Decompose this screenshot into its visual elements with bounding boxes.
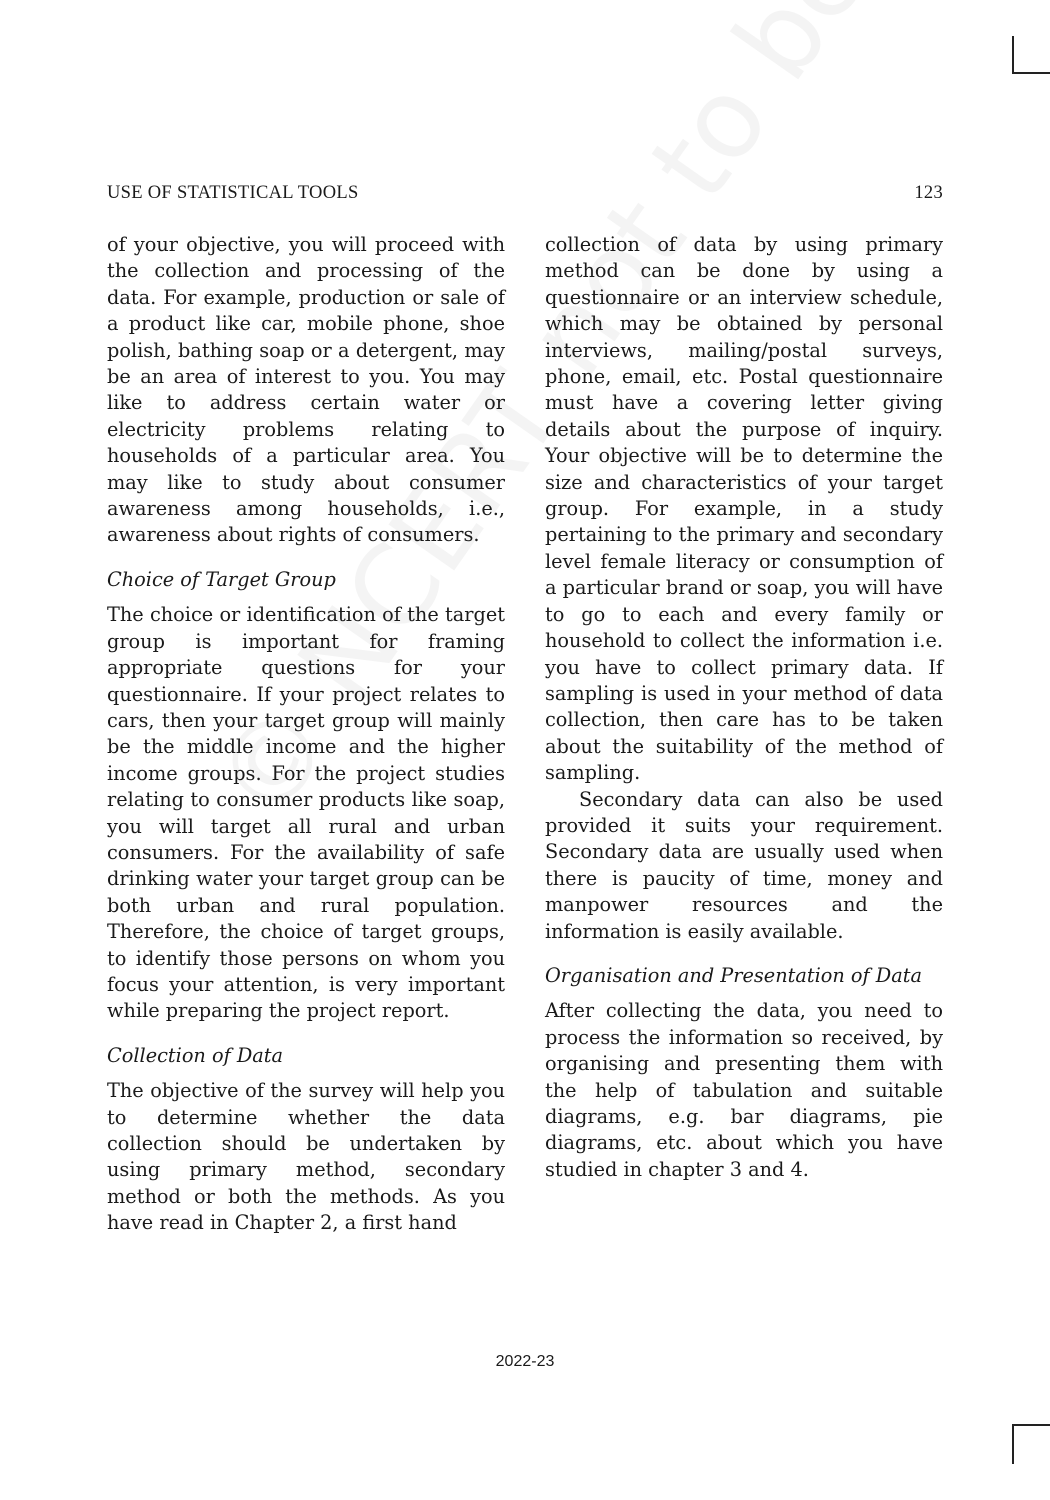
header-title: USE OF STATISTICAL TOOLS <box>107 183 359 203</box>
paragraph-organisation: After collecting the data, you need to process the information so received, by organising and presenting them with the help of tabulation and suitable diagrams, e.g. bar diagrams, pie diagrams, etc. about which you have studied in chapter 3 and 4. <box>545 999 943 1181</box>
paragraph-primary-collection: collection of data by using primary method can be done by using a questionnaire or an interview schedule, which may be obtained by personal interviews, mailing/postal surveys, phone, email, etc. Postal questionnaire must have a covering letter giving details about the purpose of inquiry. Your objective will be to determine the size and characteristics of your target group. For example, in a study pertaining to the primary and secondary level female literacy or consumption of a particular brand or soap, you will have to go to each and every family or household to collect the information i.e. you have to collect primary data. If sampling is used in your method of data collection, then care has to be taken about the suitability of the method of sampling. <box>545 233 943 785</box>
footer-year: 2022-23 <box>495 1353 555 1370</box>
right-column <box>545 232 943 1183</box>
crop-mark-top-vertical <box>1012 36 1014 74</box>
paragraph-objective: of your objective, you will proceed with the collection and processing of the data. For example, production or sale of a product like car, mobile phone, shoe polish, bathing soap or a detergent, may be an area of interest to you. You may like to address certain water or electricity problems relating to households of a particular area. You may like to study about consumer awareness among households, i.e., awareness about rights of consumers. <box>107 233 505 547</box>
heading-organisation-and-presentation: Organisation and Presentation of Data <box>545 963 923 987</box>
page-number: 123 <box>914 183 943 203</box>
heading-choice-of-target-group: Choice of Target Group <box>107 567 336 591</box>
heading-collection-of-data: Collection of Data <box>107 1043 284 1067</box>
paragraph-target-group: The choice or identification of the target group is important for framing appropriate questions for your questionnaire. If your project relates to cars, then your target group will mainly be the middle income and the higher income groups. For the project studies relating to consumer products like soap, you will target all rural and urban consumers. For the availability of safe drinking water your target group can be both urban and rural population. Therefore, the choice of target groups, to identify those persons on whom you focus your attention, is very important while preparing the project report. <box>107 603 505 1023</box>
left-column <box>107 232 505 1237</box>
crop-mark-bottom-vertical <box>1012 1424 1014 1464</box>
crop-mark-bottom-horizontal <box>1012 1424 1050 1426</box>
running-header <box>107 183 943 204</box>
paragraph-secondary-data: Secondary data can also be used provided it suits your requirement. Secondary data are usually used when there is paucity of time, money and manpower resources and the information is easily available. <box>545 787 943 943</box>
paragraph-collection: The objective of the survey will help you to determine whether the data collection should be undertaken by using primary method, secondary method or both the methods. As you have read in Chapter 2, a first hand <box>107 1079 505 1235</box>
crop-mark-top-horizontal <box>1012 72 1050 74</box>
